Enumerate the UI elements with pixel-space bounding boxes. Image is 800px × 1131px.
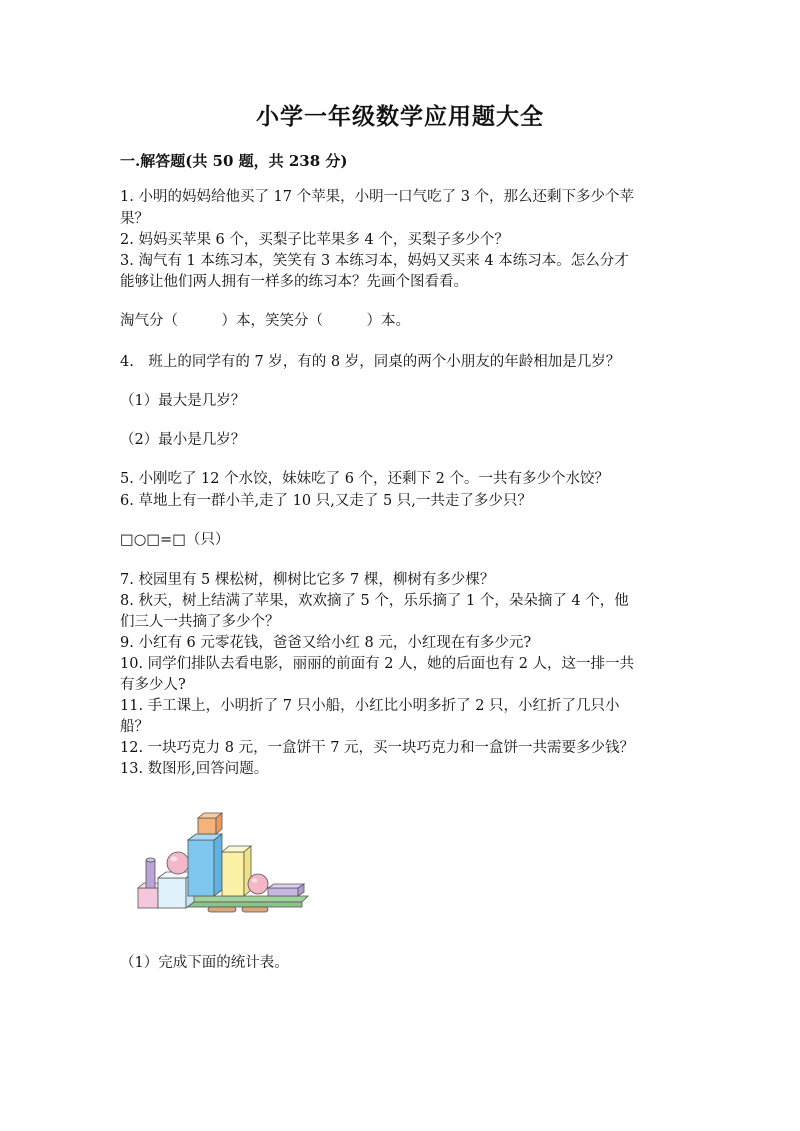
question-line: 9. 小红有 6 元零花钱，爸爸又给小红 8 元，小红现在有多少元?: [120, 635, 532, 651]
question-line: （2）最小是几岁？: [120, 432, 246, 448]
question-line: 能够让他们两人拥有一样多的练习本？先画个图看看。: [120, 274, 468, 290]
question-line: 2. 妈妈买苹果 6 个，买梨子比苹果多 4 个，买梨子多少个？: [120, 232, 509, 248]
question-line: 13. 数图形,回答问题。: [120, 761, 269, 777]
question-line: 8. 秋天，树上结满了苹果，欢欢摘了 5 个，乐乐摘了 1 个，朵朵摘了 4 个，他: [120, 593, 629, 609]
geometric-shapes-figure-icon: [130, 808, 315, 916]
question-line: 1. 小明的妈妈给他买了 17 个苹果，小明一口气吃了 3 个，那么还剩下多少个苹: [120, 189, 635, 205]
question-line: 果？: [120, 211, 149, 227]
question-line: 11. 手工课上，小明折了 7 只小船，小红比小明多折了 2 只，小红折了几只小: [120, 698, 620, 714]
question-line: 4. 班上的同学有的 7 岁，有的 8 岁，同桌的两个小朋友的年龄相加是几岁？: [120, 354, 621, 370]
page-title: 小学一年级数学应用题大全: [256, 103, 544, 130]
question-line: □○□=□（只）: [120, 532, 230, 548]
question-line: 们三人一共摘了多少个？: [120, 614, 280, 630]
question-line: 7. 校园里有 5 棵松树，柳树比它多 7 棵，柳树有多少棵？: [120, 572, 495, 588]
question-line: 10. 同学们排队去看电影，丽丽的前面有 2 人，她的后面也有 2 人，这一排一共: [120, 656, 635, 672]
question-line: 12. 一块巧克力 8 元，一盒饼干 7 元，买一块巧克力和一盒饼一共需要多少钱？: [120, 740, 635, 756]
question-line: 3. 淘气有 1 本练习本，笑笑有 3 本练习本，妈妈又买来 4 本练习本。怎么分才: [120, 253, 629, 269]
question-line: 船？: [120, 719, 149, 735]
question-line: （1）完成下面的统计表。: [120, 955, 289, 971]
question-line: 有多少人?: [120, 677, 186, 693]
question-line: 淘气分（ ）本，笑笑分（ ）本。: [120, 313, 410, 329]
question-line: 5. 小刚吃了 12 个水饺，妹妹吃了 6 个，还剩下 2 个。一共有多少个水饺？: [120, 471, 609, 487]
section-heading: 一.解答题(共 50 题，共 238 分): [120, 152, 348, 170]
question-line: 6. 草地上有一群小羊,走了 10 只,又走了 5 只,一共走了多少只？: [120, 493, 532, 509]
question-line: （1）最大是几岁？: [120, 393, 246, 409]
